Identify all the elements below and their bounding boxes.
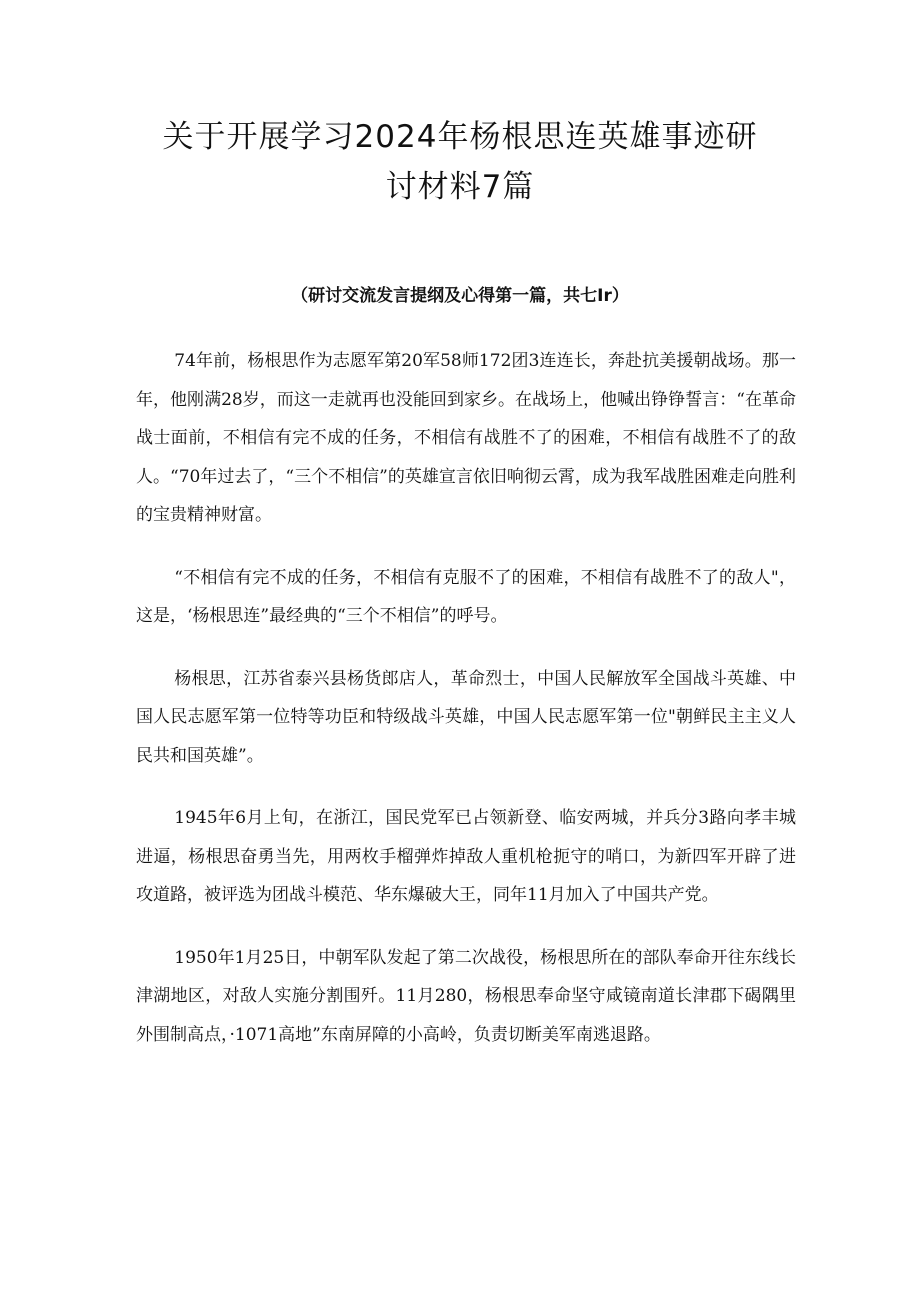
paragraph-2: “不相信有完不成的任务，不相信有克服不了的困难，不相信有战胜不了的敌人"，这是，‘杨根思连”最经典的“三个不相信”的呼号。 <box>136 567 796 626</box>
body-text <box>136 342 796 1078</box>
title-line-1: 关于开展学习2024年杨根思连英雄事迹研 <box>162 119 758 155</box>
paragraph-1: 74年前，杨根思作为志愿军第20军58师172团3连连长，奔赴抗美援朝战场。那一年，他刚满28岁，而这一走就再也没能回到家乡。在战场上，他喊出铮铮誓言：“在革命战士面前，不相信有完不成的任务，不相信有战胜不了的困难，不相信有战胜不了的敌人。“70年过去了，“三个不相信”的英雄宣言依旧响彻云霄，成为我军战胜困难走向胜利的宝贵精神财富。 <box>136 351 796 525</box>
paragraph-3: 杨根思，江苏省泰兴县杨货郎店人，革命烈士，中国人民解放军全国战斗英雄、中国人民志愿军第一位特等功臣和特级战斗英雄，中国人民志愿军第一位"朝鲜民主主义人民共和国英雄”。 <box>136 668 796 766</box>
document-title <box>100 112 820 212</box>
paragraph-5: 1950年1月25日，中朝军队发起了第二次战役，杨根思所在的部队奉命开往东线长津湖地区，对敌人实施分割围歼。11月280，杨根思奉命坚守咸镜南道长津郡下碣隅里外围制高点，·1071高地”东南屏障的小高岭，负责切断美军南逃退路。 <box>136 947 796 1045</box>
title-line-2: 讨材料7篇 <box>385 169 535 205</box>
section-subtitle: （研讨交流发言提纲及心得第一篇，共七Ir） <box>291 286 629 306</box>
paragraph-4: 1945年6月上旬，在浙江，国民党军已占领新登、临安两城，并兵分3路向孝丰城进逼，杨根思奋勇当先，用两枚手榴弹炸掉敌人重机枪扼守的哨口，为新四军开辟了进攻道路，被评选为团战斗模范、华东爆破大王，同年11月加入了中国共产党。 <box>136 808 796 905</box>
